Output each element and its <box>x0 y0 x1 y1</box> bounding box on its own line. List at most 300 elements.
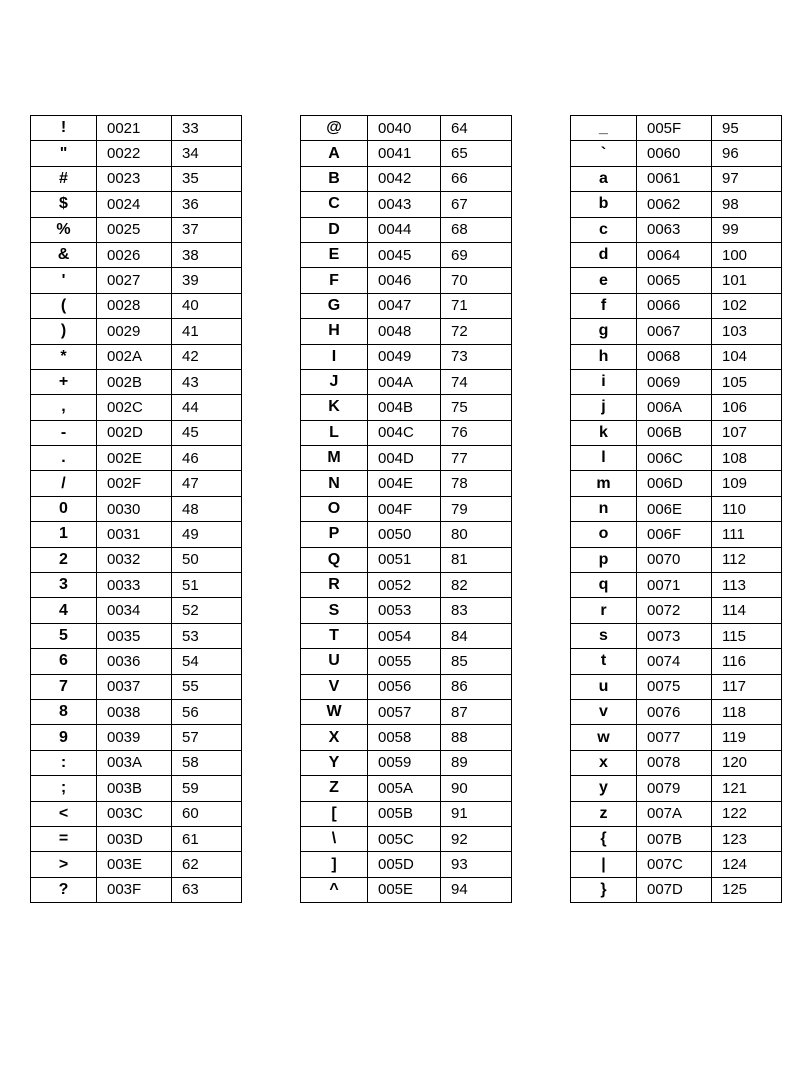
hex-code-cell: 0024 <box>97 192 172 217</box>
hex-code-cell: 005A <box>368 776 441 801</box>
decimal-code-cell: 117 <box>712 674 782 699</box>
table-row <box>571 217 782 242</box>
character-cell: O <box>301 496 368 521</box>
hex-code-cell: 0076 <box>637 699 712 724</box>
character-cell: P <box>301 522 368 547</box>
decimal-code-cell: 52 <box>172 598 242 623</box>
decimal-code-cell: 34 <box>172 141 242 166</box>
hex-code-cell: 0026 <box>97 242 172 267</box>
table-row <box>31 776 242 801</box>
hex-code-cell: 0050 <box>368 522 441 547</box>
decimal-code-cell: 110 <box>712 496 782 521</box>
hex-code-cell: 0029 <box>97 319 172 344</box>
character-cell: Q <box>301 547 368 572</box>
table-row <box>301 446 512 471</box>
table-row <box>31 319 242 344</box>
hex-code-cell: 002A <box>97 344 172 369</box>
table-row <box>571 319 782 344</box>
hex-code-cell: 0062 <box>637 192 712 217</box>
character-cell: g <box>571 319 637 344</box>
character-cell: 0 <box>31 496 97 521</box>
character-cell: o <box>571 522 637 547</box>
character-cell: 6 <box>31 649 97 674</box>
table-row <box>301 192 512 217</box>
table-row <box>301 217 512 242</box>
character-cell: X <box>301 725 368 750</box>
character-cell: $ <box>31 192 97 217</box>
decimal-code-cell: 121 <box>712 776 782 801</box>
decimal-code-cell: 73 <box>441 344 512 369</box>
hex-code-cell: 006E <box>637 496 712 521</box>
table-row <box>301 268 512 293</box>
character-cell: . <box>31 446 97 471</box>
character-cell: t <box>571 649 637 674</box>
table-row <box>571 344 782 369</box>
decimal-code-cell: 77 <box>441 446 512 471</box>
decimal-code-cell: 51 <box>172 573 242 598</box>
decimal-code-cell: 101 <box>712 268 782 293</box>
table-row <box>301 141 512 166</box>
table-row <box>31 573 242 598</box>
hex-code-cell: 002D <box>97 420 172 445</box>
ascii-table-3 <box>570 115 782 903</box>
table-row <box>301 877 512 902</box>
decimal-code-cell: 124 <box>712 852 782 877</box>
table-row <box>31 420 242 445</box>
character-cell: d <box>571 242 637 267</box>
table-row <box>301 395 512 420</box>
decimal-code-cell: 64 <box>441 116 512 141</box>
table-row <box>571 166 782 191</box>
table-row <box>571 573 782 598</box>
table-row <box>301 852 512 877</box>
table-row <box>31 192 242 217</box>
character-cell: A <box>301 141 368 166</box>
table-row <box>571 877 782 902</box>
hex-code-cell: 005B <box>368 801 441 826</box>
hex-code-cell: 006F <box>637 522 712 547</box>
character-cell: _ <box>571 116 637 141</box>
table-row <box>31 344 242 369</box>
table-row <box>301 116 512 141</box>
character-cell: F <box>301 268 368 293</box>
character-cell: Z <box>301 776 368 801</box>
table-row <box>571 242 782 267</box>
character-cell: W <box>301 699 368 724</box>
hex-code-cell: 0077 <box>637 725 712 750</box>
character-cell: 7 <box>31 674 97 699</box>
hex-code-cell: 0033 <box>97 573 172 598</box>
hex-code-cell: 005E <box>368 877 441 902</box>
character-cell: 4 <box>31 598 97 623</box>
decimal-code-cell: 113 <box>712 573 782 598</box>
table-row <box>571 293 782 318</box>
hex-code-cell: 007A <box>637 801 712 826</box>
hex-code-cell: 004D <box>368 446 441 471</box>
stray-vertical-mark <box>511 369 512 397</box>
decimal-code-cell: 112 <box>712 547 782 572</box>
character-cell: 2 <box>31 547 97 572</box>
hex-code-cell: 005F <box>637 116 712 141</box>
table-row <box>301 649 512 674</box>
table-row <box>31 547 242 572</box>
character-cell: | <box>571 852 637 877</box>
hex-code-cell: 0045 <box>368 242 441 267</box>
hex-code-cell: 0064 <box>637 242 712 267</box>
character-cell: c <box>571 217 637 242</box>
decimal-code-cell: 54 <box>172 649 242 674</box>
table-row <box>301 547 512 572</box>
hex-code-cell: 006B <box>637 420 712 445</box>
decimal-code-cell: 60 <box>172 801 242 826</box>
table-row <box>301 725 512 750</box>
character-cell: b <box>571 192 637 217</box>
table-row <box>571 141 782 166</box>
character-cell: E <box>301 242 368 267</box>
hex-code-cell: 0038 <box>97 699 172 724</box>
hex-code-cell: 0037 <box>97 674 172 699</box>
table-row <box>571 192 782 217</box>
character-cell: f <box>571 293 637 318</box>
decimal-code-cell: 93 <box>441 852 512 877</box>
character-cell: B <box>301 166 368 191</box>
decimal-code-cell: 79 <box>441 496 512 521</box>
hex-code-cell: 0023 <box>97 166 172 191</box>
decimal-code-cell: 105 <box>712 369 782 394</box>
table-row <box>31 522 242 547</box>
table-row <box>571 547 782 572</box>
decimal-code-cell: 41 <box>172 319 242 344</box>
table-row <box>571 268 782 293</box>
decimal-code-cell: 55 <box>172 674 242 699</box>
table-row <box>301 776 512 801</box>
table-row <box>301 496 512 521</box>
table-row <box>31 395 242 420</box>
hex-code-cell: 0061 <box>637 166 712 191</box>
character-cell: n <box>571 496 637 521</box>
table-row <box>31 242 242 267</box>
character-cell: ! <box>31 116 97 141</box>
hex-code-cell: 0049 <box>368 344 441 369</box>
table-row <box>571 471 782 496</box>
decimal-code-cell: 72 <box>441 319 512 344</box>
hex-code-cell: 007C <box>637 852 712 877</box>
table-row <box>31 293 242 318</box>
hex-code-cell: 0044 <box>368 217 441 242</box>
hex-code-cell: 0057 <box>368 699 441 724</box>
table-row <box>571 826 782 851</box>
table-row <box>571 522 782 547</box>
character-cell: ; <box>31 776 97 801</box>
character-cell: - <box>31 420 97 445</box>
decimal-code-cell: 120 <box>712 750 782 775</box>
table-row <box>571 369 782 394</box>
table-row <box>301 522 512 547</box>
character-cell: y <box>571 776 637 801</box>
character-cell: J <box>301 369 368 394</box>
table-2-body <box>301 116 512 903</box>
decimal-code-cell: 56 <box>172 699 242 724</box>
hex-code-cell: 0046 <box>368 268 441 293</box>
decimal-code-cell: 108 <box>712 446 782 471</box>
decimal-code-cell: 100 <box>712 242 782 267</box>
character-cell: 3 <box>31 573 97 598</box>
table-row <box>301 319 512 344</box>
decimal-code-cell: 78 <box>441 471 512 496</box>
table-row <box>571 699 782 724</box>
decimal-code-cell: 38 <box>172 242 242 267</box>
ascii-table-2 <box>300 115 512 903</box>
character-cell: K <box>301 395 368 420</box>
table-row <box>571 750 782 775</box>
character-cell: ( <box>31 293 97 318</box>
hex-code-cell: 0032 <box>97 547 172 572</box>
decimal-code-cell: 61 <box>172 826 242 851</box>
character-cell: \ <box>301 826 368 851</box>
hex-code-cell: 0030 <box>97 496 172 521</box>
character-cell: L <box>301 420 368 445</box>
table-row <box>31 369 242 394</box>
table-row <box>301 369 512 394</box>
hex-code-cell: 0074 <box>637 649 712 674</box>
hex-code-cell: 0058 <box>368 725 441 750</box>
character-cell: k <box>571 420 637 445</box>
hex-code-cell: 0035 <box>97 623 172 648</box>
table-row <box>31 725 242 750</box>
decimal-code-cell: 40 <box>172 293 242 318</box>
hex-code-cell: 0055 <box>368 649 441 674</box>
hex-code-cell: 003A <box>97 750 172 775</box>
decimal-code-cell: 109 <box>712 471 782 496</box>
table-row <box>31 446 242 471</box>
character-cell: 5 <box>31 623 97 648</box>
hex-code-cell: 0063 <box>637 217 712 242</box>
decimal-code-cell: 45 <box>172 420 242 445</box>
decimal-code-cell: 123 <box>712 826 782 851</box>
table-row <box>301 623 512 648</box>
decimal-code-cell: 118 <box>712 699 782 724</box>
decimal-code-cell: 114 <box>712 598 782 623</box>
character-cell: % <box>31 217 97 242</box>
hex-code-cell: 006C <box>637 446 712 471</box>
hex-code-cell: 0066 <box>637 293 712 318</box>
hex-code-cell: 0065 <box>637 268 712 293</box>
decimal-code-cell: 90 <box>441 776 512 801</box>
table-row <box>571 725 782 750</box>
character-cell: l <box>571 446 637 471</box>
decimal-code-cell: 70 <box>441 268 512 293</box>
decimal-code-cell: 102 <box>712 293 782 318</box>
table-row <box>301 699 512 724</box>
table-row <box>31 217 242 242</box>
hex-code-cell: 003C <box>97 801 172 826</box>
decimal-code-cell: 53 <box>172 623 242 648</box>
decimal-code-cell: 94 <box>441 877 512 902</box>
character-cell: < <box>31 801 97 826</box>
character-cell: / <box>31 471 97 496</box>
hex-code-cell: 0051 <box>368 547 441 572</box>
decimal-code-cell: 92 <box>441 826 512 851</box>
character-cell: G <box>301 293 368 318</box>
character-cell: = <box>31 826 97 851</box>
character-cell: v <box>571 699 637 724</box>
decimal-code-cell: 50 <box>172 547 242 572</box>
decimal-code-cell: 46 <box>172 446 242 471</box>
decimal-code-cell: 67 <box>441 192 512 217</box>
hex-code-cell: 0021 <box>97 116 172 141</box>
hex-code-cell: 006A <box>637 395 712 420</box>
table-row <box>571 852 782 877</box>
table-row <box>571 623 782 648</box>
table-row <box>301 598 512 623</box>
character-cell: z <box>571 801 637 826</box>
decimal-code-cell: 119 <box>712 725 782 750</box>
decimal-code-cell: 36 <box>172 192 242 217</box>
table-row <box>31 877 242 902</box>
decimal-code-cell: 44 <box>172 395 242 420</box>
character-cell: r <box>571 598 637 623</box>
table-row <box>31 166 242 191</box>
table-row <box>31 801 242 826</box>
decimal-code-cell: 42 <box>172 344 242 369</box>
decimal-code-cell: 103 <box>712 319 782 344</box>
character-cell: ] <box>301 852 368 877</box>
decimal-code-cell: 104 <box>712 344 782 369</box>
hex-code-cell: 0060 <box>637 141 712 166</box>
hex-code-cell: 0027 <box>97 268 172 293</box>
hex-code-cell: 0042 <box>368 166 441 191</box>
decimal-code-cell: 106 <box>712 395 782 420</box>
hex-code-cell: 0039 <box>97 725 172 750</box>
decimal-code-cell: 88 <box>441 725 512 750</box>
character-cell: C <box>301 192 368 217</box>
hex-code-cell: 0036 <box>97 649 172 674</box>
decimal-code-cell: 69 <box>441 242 512 267</box>
table-row <box>31 750 242 775</box>
hex-code-cell: 0071 <box>637 573 712 598</box>
table-row <box>301 750 512 775</box>
character-cell: # <box>31 166 97 191</box>
decimal-code-cell: 48 <box>172 496 242 521</box>
decimal-code-cell: 39 <box>172 268 242 293</box>
hex-code-cell: 004C <box>368 420 441 445</box>
hex-code-cell: 0075 <box>637 674 712 699</box>
ascii-table-1 <box>30 115 242 903</box>
hex-code-cell: 0031 <box>97 522 172 547</box>
character-cell: 9 <box>31 725 97 750</box>
decimal-code-cell: 43 <box>172 369 242 394</box>
hex-code-cell: 004A <box>368 369 441 394</box>
decimal-code-cell: 87 <box>441 699 512 724</box>
decimal-code-cell: 76 <box>441 420 512 445</box>
table-row <box>31 826 242 851</box>
hex-code-cell: 0079 <box>637 776 712 801</box>
character-cell: p <box>571 547 637 572</box>
hex-code-cell: 003B <box>97 776 172 801</box>
table-3-body <box>571 116 782 903</box>
table-row <box>31 674 242 699</box>
character-cell: D <box>301 217 368 242</box>
table-row <box>31 623 242 648</box>
character-cell: : <box>31 750 97 775</box>
character-cell: { <box>571 826 637 851</box>
decimal-code-cell: 116 <box>712 649 782 674</box>
character-cell: 8 <box>31 699 97 724</box>
decimal-code-cell: 82 <box>441 573 512 598</box>
table-row <box>571 395 782 420</box>
character-cell: q <box>571 573 637 598</box>
table-row <box>31 116 242 141</box>
table-row <box>31 852 242 877</box>
table-row <box>571 649 782 674</box>
hex-code-cell: 0053 <box>368 598 441 623</box>
character-cell: a <box>571 166 637 191</box>
table-row <box>301 344 512 369</box>
decimal-code-cell: 89 <box>441 750 512 775</box>
character-cell: , <box>31 395 97 420</box>
decimal-code-cell: 125 <box>712 877 782 902</box>
character-cell: I <box>301 344 368 369</box>
table-row <box>571 674 782 699</box>
decimal-code-cell: 98 <box>712 192 782 217</box>
table-row <box>301 420 512 445</box>
character-cell: ^ <box>301 877 368 902</box>
hex-code-cell: 0073 <box>637 623 712 648</box>
table-row <box>301 166 512 191</box>
hex-code-cell: 005D <box>368 852 441 877</box>
hex-code-cell: 0022 <box>97 141 172 166</box>
table-row <box>31 268 242 293</box>
table-row <box>301 293 512 318</box>
table-row <box>31 598 242 623</box>
character-cell: } <box>571 877 637 902</box>
hex-code-cell: 0078 <box>637 750 712 775</box>
hex-code-cell: 004E <box>368 471 441 496</box>
decimal-code-cell: 33 <box>172 116 242 141</box>
table-row <box>301 826 512 851</box>
hex-code-cell: 0034 <box>97 598 172 623</box>
hex-code-cell: 0040 <box>368 116 441 141</box>
decimal-code-cell: 63 <box>172 877 242 902</box>
table-1-body <box>31 116 242 903</box>
hex-code-cell: 0041 <box>368 141 441 166</box>
decimal-code-cell: 37 <box>172 217 242 242</box>
table-row <box>31 471 242 496</box>
decimal-code-cell: 95 <box>712 116 782 141</box>
table-row <box>571 116 782 141</box>
character-cell: ) <box>31 319 97 344</box>
character-cell: V <box>301 674 368 699</box>
hex-code-cell: 005C <box>368 826 441 851</box>
hex-code-cell: 003E <box>97 852 172 877</box>
character-cell: T <box>301 623 368 648</box>
hex-code-cell: 003D <box>97 826 172 851</box>
character-cell: j <box>571 395 637 420</box>
decimal-code-cell: 65 <box>441 141 512 166</box>
decimal-code-cell: 62 <box>172 852 242 877</box>
character-cell: h <box>571 344 637 369</box>
hex-code-cell: 002B <box>97 369 172 394</box>
table-row <box>31 496 242 521</box>
character-cell: Y <box>301 750 368 775</box>
hex-code-cell: 004F <box>368 496 441 521</box>
decimal-code-cell: 47 <box>172 471 242 496</box>
hex-code-cell: 007B <box>637 826 712 851</box>
character-cell: * <box>31 344 97 369</box>
hex-code-cell: 007D <box>637 877 712 902</box>
decimal-code-cell: 58 <box>172 750 242 775</box>
decimal-code-cell: 115 <box>712 623 782 648</box>
